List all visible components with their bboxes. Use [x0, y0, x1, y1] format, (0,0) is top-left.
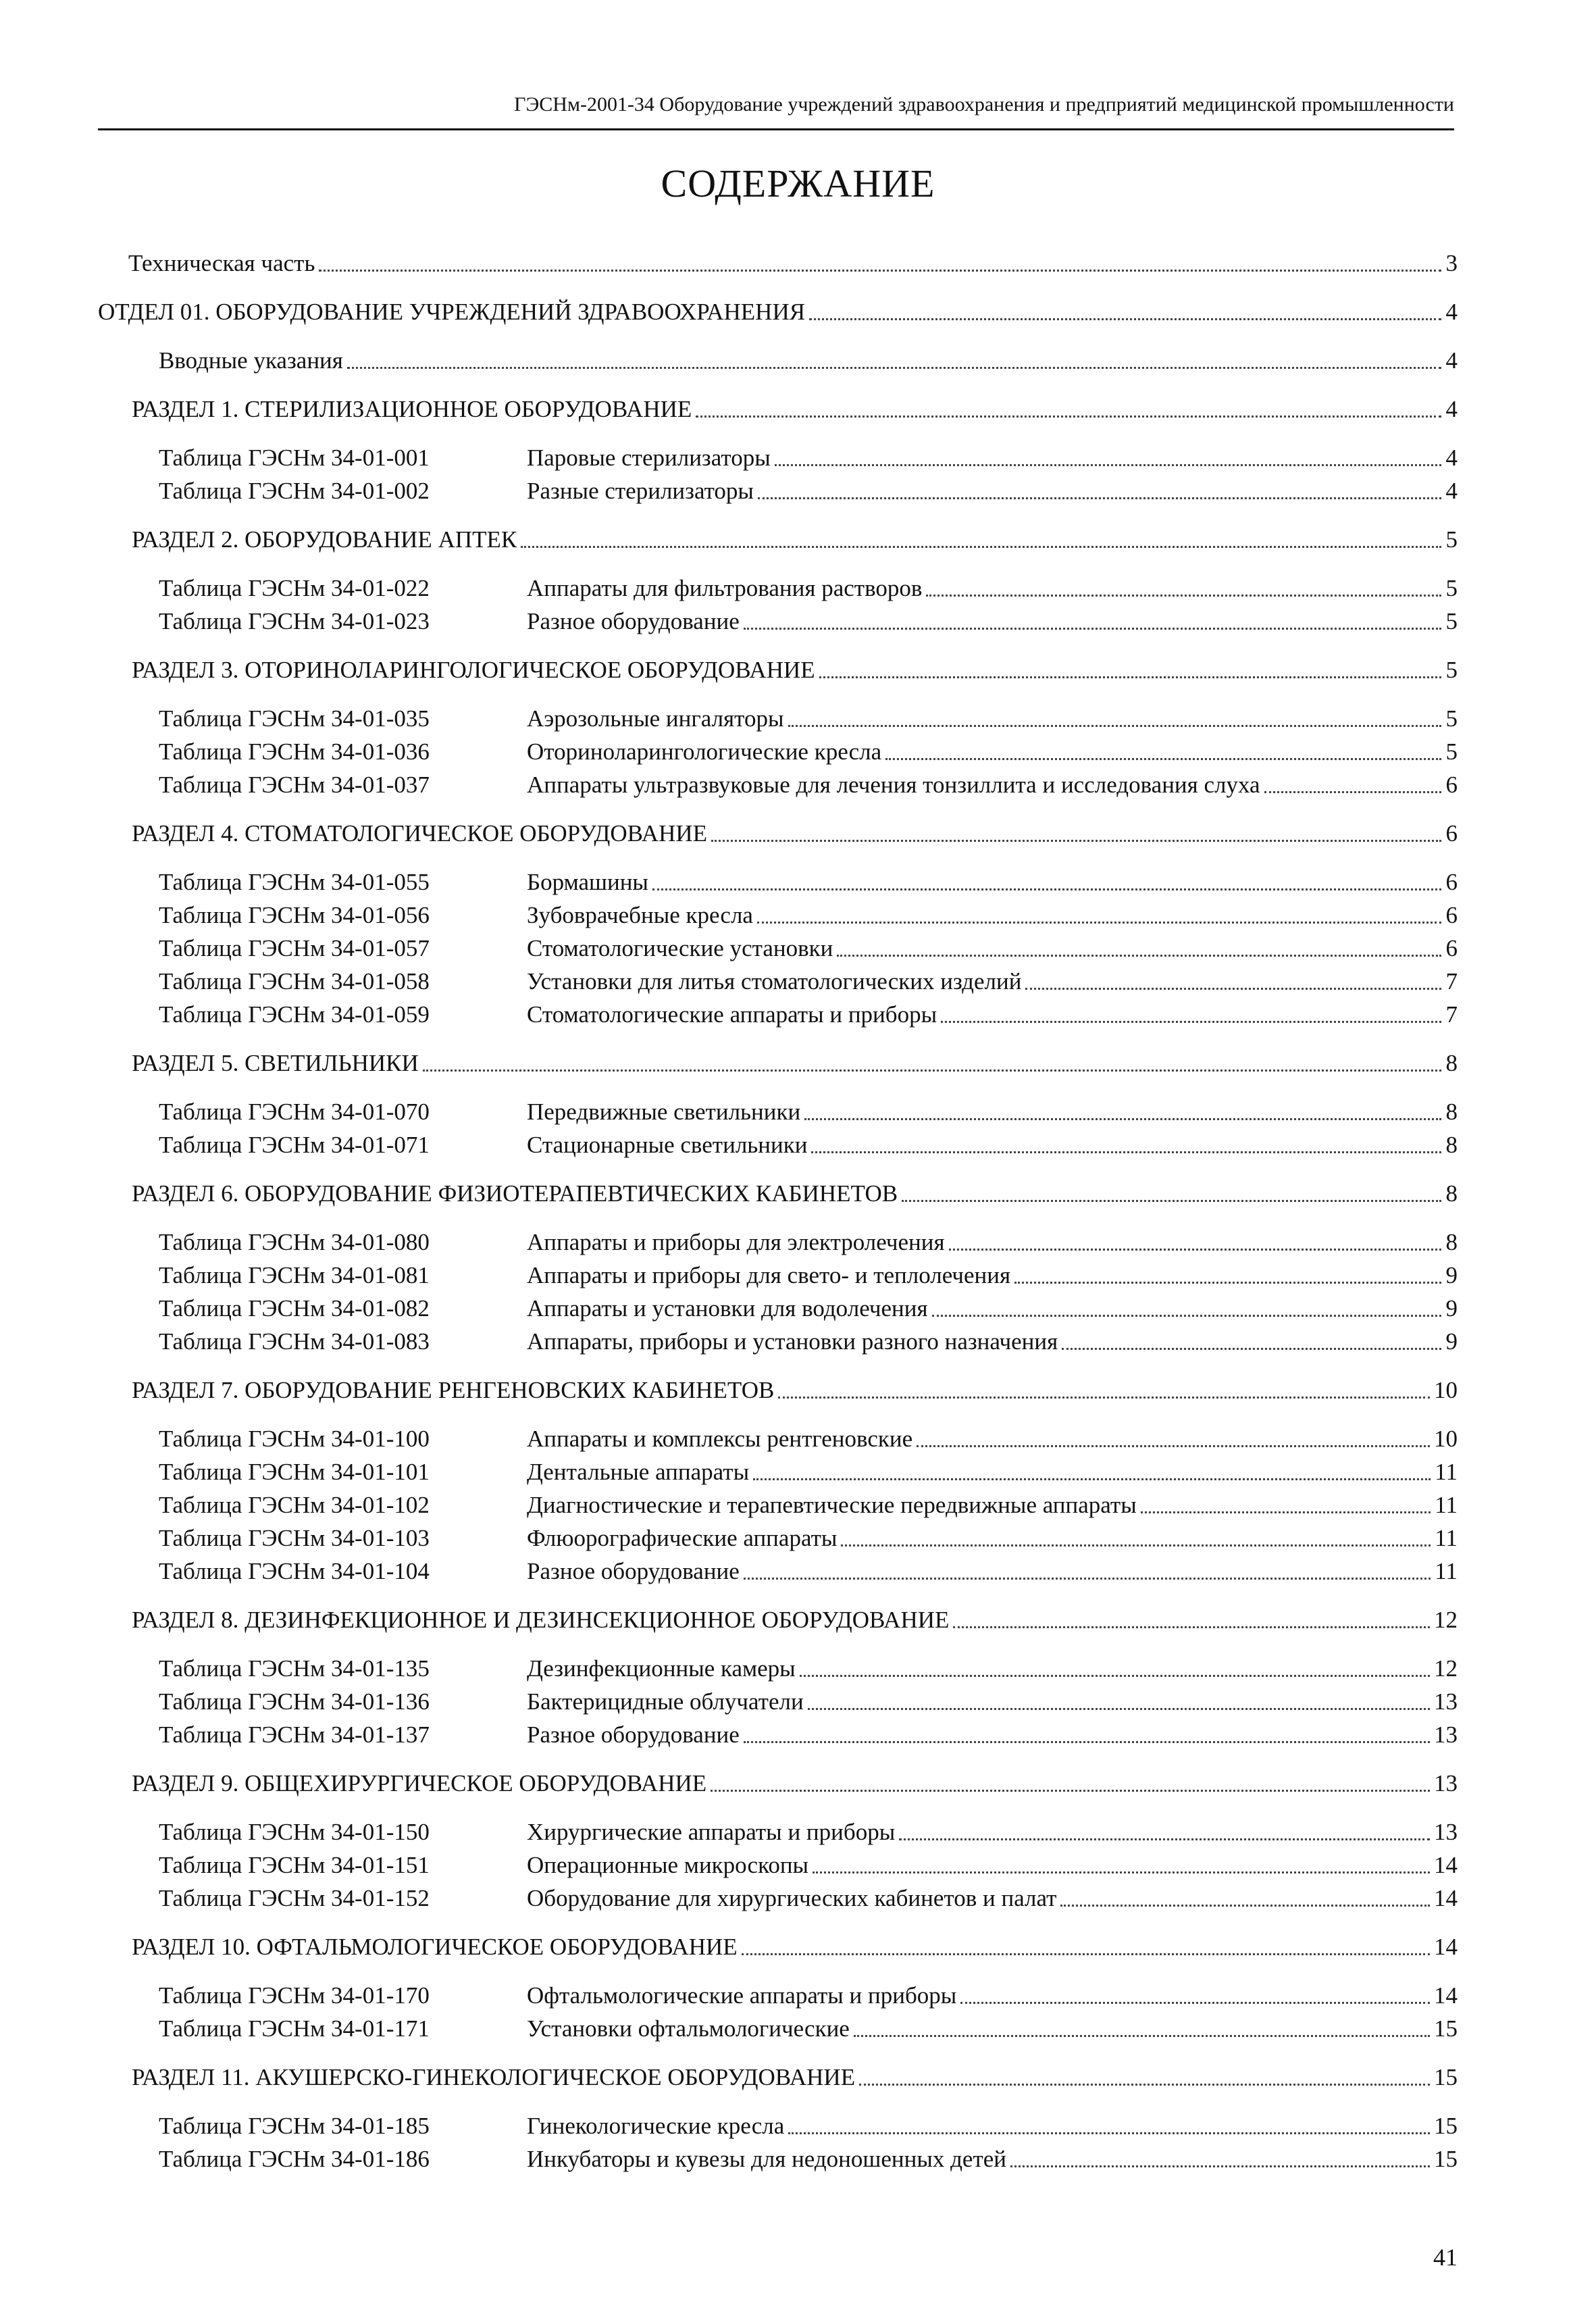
- entry-page-number: 5: [1445, 738, 1458, 765]
- dot-leader: [841, 1544, 1431, 1546]
- dot-leader: [319, 269, 1441, 272]
- dot-leader: [1010, 2165, 1430, 2167]
- dot-leader: [652, 888, 1441, 890]
- table-code: Таблица ГЭСНм 34-01-152: [159, 1885, 430, 1911]
- toc-entry-table: [128, 932, 1458, 965]
- toc-entry-table: [128, 572, 1458, 605]
- dot-leader: [521, 545, 1441, 548]
- entry-title: Передвижные светильники: [527, 1099, 801, 1125]
- entry-title: Аппараты и комплексы рентгеновские: [527, 1426, 913, 1452]
- dot-leader: [813, 1871, 1430, 1873]
- dot-leader: [1141, 1511, 1431, 1513]
- table-code: Таблица ГЭСНм 34-01-057: [159, 935, 430, 961]
- toc-entry-table: [128, 702, 1458, 735]
- dot-leader: [837, 954, 1441, 957]
- table-code: Таблица ГЭСНм 34-01-080: [159, 1229, 430, 1255]
- dot-leader: [1014, 1281, 1441, 1284]
- page-title: СОДЕРЖАНИЕ: [661, 161, 935, 205]
- entry-title: РАЗДЕЛ 7. ОБОРУДОВАНИЕ РЕНГЕНОВСКИХ КАБИНЕТОВ: [132, 1377, 775, 1403]
- dot-leader: [819, 676, 1441, 678]
- toc-entry-table: [128, 1455, 1458, 1488]
- dot-leader: [742, 1953, 1430, 1955]
- toc-entry-section: [128, 1603, 1458, 1636]
- table-of-contents: [98, 247, 1458, 2175]
- dot-leader: [757, 921, 1441, 924]
- entry-title: РАЗДЕЛ 6. ОБОРУДОВАНИЕ ФИЗИОТЕРАПЕВТИЧЕСКИХ КАБИНЕТОВ: [132, 1180, 898, 1207]
- entry-page-number: 13: [1434, 1819, 1458, 1845]
- entry-title: Аппараты и приборы для свето- и теплолечения: [527, 1262, 1011, 1288]
- entry-page-number: 14: [1434, 1885, 1458, 1911]
- dot-leader: [854, 2034, 1430, 2037]
- dot-leader: [788, 724, 1442, 727]
- entry-title: Операционные микроскопы: [527, 1852, 809, 1878]
- toc-entry-table: [128, 1685, 1458, 1718]
- entry-page-number: 9: [1445, 1262, 1458, 1288]
- entry-title: Дезинфекционные камеры: [527, 1655, 796, 1682]
- dot-leader: [859, 2083, 1430, 2086]
- table-code: Таблица ГЭСНм 34-01-001: [159, 445, 430, 471]
- entry-page-number: 6: [1445, 772, 1458, 798]
- toc-entry-section: [128, 1767, 1458, 1800]
- toc-entry-section: [128, 653, 1458, 686]
- entry-title: РАЗДЕЛ 4. СТОМАТОЛОГИЧЕСКОЕ ОБОРУДОВАНИЕ: [132, 820, 707, 847]
- table-code: Таблица ГЭСНм 34-01-070: [159, 1099, 430, 1125]
- table-code: Таблица ГЭСНм 34-01-171: [159, 2015, 430, 2042]
- dot-leader: [347, 366, 1441, 369]
- table-code: Таблица ГЭСНм 34-01-101: [159, 1459, 430, 1485]
- toc-entry-department: [98, 295, 1458, 328]
- page-number: 41: [1433, 2244, 1458, 2271]
- entry-page-number: 9: [1445, 1295, 1458, 1322]
- entry-page-number: 11: [1435, 1558, 1458, 1584]
- entry-page-number: 8: [1445, 1099, 1458, 1125]
- entry-page-number: 15: [1434, 2113, 1458, 2139]
- entry-title: Гинекологические кресла: [527, 2113, 785, 2139]
- table-code: Таблица ГЭСНм 34-01-055: [159, 869, 430, 895]
- dot-leader: [809, 318, 1441, 320]
- toc-entry-section: [128, 817, 1458, 850]
- table-code: Таблица ГЭСНм 34-01-151: [159, 1852, 430, 1878]
- toc-entry-table: [128, 865, 1458, 899]
- entry-title: Аппараты и установки для водолечения: [527, 1295, 928, 1322]
- dot-leader: [758, 497, 1441, 499]
- entry-title: Установки для литья стоматологических изделий: [527, 968, 1022, 995]
- entry-title: РАЗДЕЛ 5. СВЕТИЛЬНИКИ: [132, 1050, 419, 1076]
- entry-page-number: 5: [1445, 657, 1458, 683]
- dot-leader: [744, 1740, 1430, 1743]
- dot-leader: [711, 839, 1441, 842]
- dot-leader: [885, 757, 1441, 760]
- toc-entry-section: [128, 1930, 1458, 1963]
- toc-entry-technical: [128, 247, 1458, 280]
- toc-entry-table: [128, 1488, 1458, 1521]
- toc-entry-table: [128, 1815, 1458, 1848]
- entry-page-number: 14: [1434, 1982, 1458, 2009]
- running-header: ГЭСНм-2001-34 Оборудование учреждений здравоохранения и предприятий медицинской промышленности: [514, 93, 1454, 116]
- toc-entry-table: [128, 998, 1458, 1031]
- toc-entry-table: [128, 2012, 1458, 2045]
- table-code: Таблица ГЭСНм 34-01-104: [159, 1558, 430, 1584]
- dot-leader: [899, 1838, 1430, 1840]
- dot-leader: [788, 2132, 1430, 2134]
- dot-leader: [941, 1020, 1441, 1023]
- entry-page-number: 8: [1445, 1050, 1458, 1076]
- entry-title: Техническая часть: [128, 250, 315, 276]
- entry-title: Флюорографические аппараты: [527, 1525, 838, 1551]
- entry-page-number: 5: [1445, 608, 1458, 634]
- entry-page-number: 7: [1445, 968, 1458, 995]
- dot-leader: [949, 1248, 1441, 1251]
- entry-title: РАЗДЕЛ 3. ОТОРИНОЛАРИНГОЛОГИЧЕСКОЕ ОБОРУДОВАНИЕ: [132, 657, 815, 683]
- toc-entry-table: [128, 1555, 1458, 1588]
- toc-entry-table: [128, 1882, 1458, 1915]
- entry-page-number: 4: [1445, 299, 1458, 325]
- entry-title: РАЗДЕЛ 8. ДЕЗИНФЕКЦИОННОЕ И ДЕЗИНСЕКЦИОННОЕ ОБОРУДОВАНИЕ: [132, 1607, 950, 1633]
- entry-page-number: 4: [1445, 478, 1458, 504]
- entry-page-number: 15: [1434, 2015, 1458, 2042]
- entry-page-number: 4: [1445, 396, 1458, 422]
- dot-leader: [1264, 790, 1441, 793]
- entry-page-number: 13: [1434, 1721, 1458, 1748]
- table-code: Таблица ГЭСНм 34-01-022: [159, 575, 430, 601]
- dot-leader: [778, 1396, 1430, 1399]
- toc-entry-table: [128, 768, 1458, 801]
- table-code: Таблица ГЭСНм 34-01-186: [159, 2146, 430, 2172]
- entry-title: Хирургические аппараты и приборы: [527, 1819, 896, 1845]
- entry-title: Стационарные светильники: [527, 1132, 808, 1158]
- toc-entry-section: [128, 393, 1458, 426]
- entry-title: РАЗДЕЛ 10. ОФТАЛЬМОЛОГИЧЕСКОЕ ОБОРУДОВАНИЕ: [132, 1934, 738, 1960]
- table-code: Таблица ГЭСНм 34-01-023: [159, 608, 430, 634]
- toc-entry-table: [128, 899, 1458, 932]
- table-code: Таблица ГЭСНм 34-01-170: [159, 1982, 430, 2009]
- entry-title: Диагностические и терапевтические передвижные аппараты: [527, 1492, 1137, 1518]
- dot-leader: [775, 463, 1441, 466]
- entry-title: Бактерицидные облучатели: [527, 1688, 804, 1715]
- dot-leader: [1025, 987, 1441, 990]
- table-code: Таблица ГЭСНм 34-01-135: [159, 1655, 430, 1682]
- table-code: Таблица ГЭСНм 34-01-137: [159, 1721, 430, 1748]
- table-code: Таблица ГЭСНм 34-01-150: [159, 1819, 430, 1845]
- dot-leader: [902, 1199, 1441, 1202]
- entry-title: Бормашины: [527, 869, 648, 895]
- entry-page-number: 4: [1445, 445, 1458, 471]
- entry-page-number: 5: [1445, 705, 1458, 732]
- entry-page-number: 3: [1445, 250, 1458, 276]
- entry-title: Аппараты для фильтрования растворов: [527, 575, 923, 601]
- dot-leader: [926, 594, 1441, 597]
- entry-title: Оториноларингологические кресла: [527, 738, 882, 765]
- table-code: Таблица ГЭСНм 34-01-058: [159, 968, 430, 995]
- toc-entry-table: [128, 1848, 1458, 1882]
- toc-entry-table: [128, 605, 1458, 638]
- entry-title: Установки офтальмологические: [527, 2015, 850, 2042]
- toc-entry-introduction: [128, 344, 1458, 377]
- toc-entry-table: [128, 1521, 1458, 1555]
- toc-entry-table: [128, 474, 1458, 507]
- dot-leader: [1062, 1347, 1441, 1350]
- dot-leader: [711, 1789, 1430, 1792]
- dot-leader: [744, 627, 1441, 630]
- entry-title: Оборудование для хирургических кабинетов и палат: [527, 1885, 1057, 1911]
- entry-page-number: 10: [1434, 1426, 1458, 1452]
- entry-title: Вводные указания: [159, 347, 343, 374]
- entry-title: РАЗДЕЛ 1. СТЕРИЛИЗАЦИОННОЕ ОБОРУДОВАНИЕ: [132, 396, 692, 422]
- entry-title: Аппараты, приборы и установки разного назначения: [527, 1328, 1058, 1355]
- entry-title: Стоматологические аппараты и приборы: [527, 1001, 937, 1028]
- table-code: Таблица ГЭСНм 34-01-083: [159, 1328, 430, 1355]
- toc-entry-table: [128, 1718, 1458, 1751]
- dot-leader: [953, 1626, 1430, 1628]
- entry-title: Аппараты и приборы для электролечения: [527, 1229, 945, 1255]
- toc-entry-table: [128, 2142, 1458, 2175]
- entry-page-number: 11: [1435, 1492, 1458, 1518]
- dot-leader: [1060, 1904, 1430, 1907]
- dot-leader: [808, 1707, 1430, 1710]
- entry-page-number: 8: [1445, 1229, 1458, 1255]
- entry-page-number: 4: [1445, 347, 1458, 374]
- table-code: Таблица ГЭСНм 34-01-082: [159, 1295, 430, 1322]
- toc-entry-table: [128, 965, 1458, 998]
- entry-page-number: 10: [1434, 1377, 1458, 1403]
- dot-leader: [804, 1117, 1441, 1120]
- table-code: Таблица ГЭСНм 34-01-100: [159, 1426, 430, 1452]
- entry-page-number: 15: [1434, 2064, 1458, 2090]
- entry-page-number: 7: [1445, 1001, 1458, 1028]
- entry-page-number: 13: [1434, 1688, 1458, 1715]
- toc-entry-table: [128, 1095, 1458, 1128]
- table-code: Таблица ГЭСНм 34-01-059: [159, 1001, 430, 1028]
- entry-page-number: 6: [1445, 902, 1458, 928]
- entry-page-number: 12: [1434, 1607, 1458, 1633]
- entry-page-number: 5: [1445, 526, 1458, 553]
- table-code: Таблица ГЭСНм 34-01-056: [159, 902, 430, 928]
- toc-entry-section: [128, 1177, 1458, 1210]
- entry-title: Разное оборудование: [527, 608, 740, 634]
- toc-entry-table: [128, 1226, 1458, 1259]
- entry-page-number: 8: [1445, 1180, 1458, 1207]
- entry-title: РАЗДЕЛ 11. АКУШЕРСКО-ГИНЕКОЛОГИЧЕСКОЕ ОБОРУДОВАНИЕ: [132, 2064, 856, 2090]
- entry-page-number: 11: [1435, 1459, 1458, 1485]
- toc-entry-table: [128, 1259, 1458, 1292]
- entry-title: Дентальные аппараты: [527, 1459, 750, 1485]
- entry-page-number: 11: [1435, 1525, 1458, 1551]
- table-code: Таблица ГЭСНм 34-01-136: [159, 1688, 430, 1715]
- entry-title: РАЗДЕЛ 2. ОБОРУДОВАНИЕ АПТЕК: [132, 526, 517, 553]
- dot-leader: [423, 1069, 1441, 1072]
- entry-page-number: 9: [1445, 1328, 1458, 1355]
- dot-leader: [932, 1314, 1441, 1317]
- header-rule: [98, 128, 1454, 130]
- toc-entry-table: [128, 1652, 1458, 1685]
- entry-title: Стоматологические установки: [527, 935, 833, 961]
- toc-entry-table: [128, 735, 1458, 768]
- entry-title: РАЗДЕЛ 9. ОБЩЕХИРУРГИЧЕСКОЕ ОБОРУДОВАНИЕ: [132, 1770, 707, 1796]
- dot-leader: [811, 1151, 1441, 1153]
- entry-page-number: 8: [1445, 1132, 1458, 1158]
- dot-leader: [800, 1674, 1430, 1677]
- entry-title: Аэрозольные ингаляторы: [527, 705, 784, 732]
- entry-title: Аппараты ультразвуковые для лечения тонзиллита и исследования слуха: [527, 772, 1260, 798]
- entry-title: Инкубаторы и кувезы для недоношенных детей: [527, 2146, 1007, 2172]
- entry-page-number: 15: [1434, 2146, 1458, 2172]
- toc-entry-section: [128, 1374, 1458, 1407]
- entry-page-number: 6: [1445, 869, 1458, 895]
- dot-leader: [917, 1444, 1430, 1447]
- toc-entry-table: [128, 441, 1458, 474]
- entry-page-number: 13: [1434, 1770, 1458, 1796]
- table-code: Таблица ГЭСНм 34-01-103: [159, 1525, 430, 1551]
- table-code: Таблица ГЭСНм 34-01-036: [159, 738, 430, 765]
- toc-entry-table: [128, 1128, 1458, 1161]
- toc-entry-section: [128, 2061, 1458, 2094]
- table-code: Таблица ГЭСНм 34-01-002: [159, 478, 430, 504]
- entry-title: Разное оборудование: [527, 1558, 740, 1584]
- toc-entry-table: [128, 1292, 1458, 1325]
- toc-entry-table: [128, 2109, 1458, 2142]
- entry-page-number: 6: [1445, 935, 1458, 961]
- entry-title: Зубоврачебные кресла: [527, 902, 753, 928]
- entry-page-number: 14: [1434, 1934, 1458, 1960]
- dot-leader: [744, 1577, 1431, 1580]
- entry-page-number: 6: [1445, 820, 1458, 847]
- dot-leader: [696, 415, 1441, 418]
- table-code: Таблица ГЭСНм 34-01-071: [159, 1132, 430, 1158]
- entry-title: ОТДЕЛ 01. ОБОРУДОВАНИЕ УЧРЕЖДЕНИЙ ЗДРАВООХРАНЕНИЯ: [98, 299, 806, 325]
- entry-title: Паровые стерилизаторы: [527, 445, 771, 471]
- toc-entry-table: [128, 1422, 1458, 1455]
- entry-title: Офтальмологические аппараты и приборы: [527, 1982, 957, 2009]
- table-code: Таблица ГЭСНм 34-01-185: [159, 2113, 430, 2139]
- toc-entry-table: [128, 1979, 1458, 2012]
- entry-title: Разные стерилизаторы: [527, 478, 754, 504]
- table-code: Таблица ГЭСНм 34-01-081: [159, 1262, 430, 1288]
- table-code: Таблица ГЭСНм 34-01-035: [159, 705, 430, 732]
- entry-title: Разное оборудование: [527, 1721, 740, 1748]
- table-code: Таблица ГЭСНм 34-01-037: [159, 772, 430, 798]
- dot-leader: [960, 2001, 1430, 2004]
- toc-entry-section: [128, 1047, 1458, 1080]
- entry-page-number: 5: [1445, 575, 1458, 601]
- toc-entry-section: [128, 523, 1458, 556]
- dot-leader: [753, 1478, 1431, 1480]
- entry-page-number: 14: [1434, 1852, 1458, 1878]
- toc-entry-table: [128, 1325, 1458, 1358]
- entry-page-number: 12: [1434, 1655, 1458, 1682]
- table-code: Таблица ГЭСНм 34-01-102: [159, 1492, 430, 1518]
